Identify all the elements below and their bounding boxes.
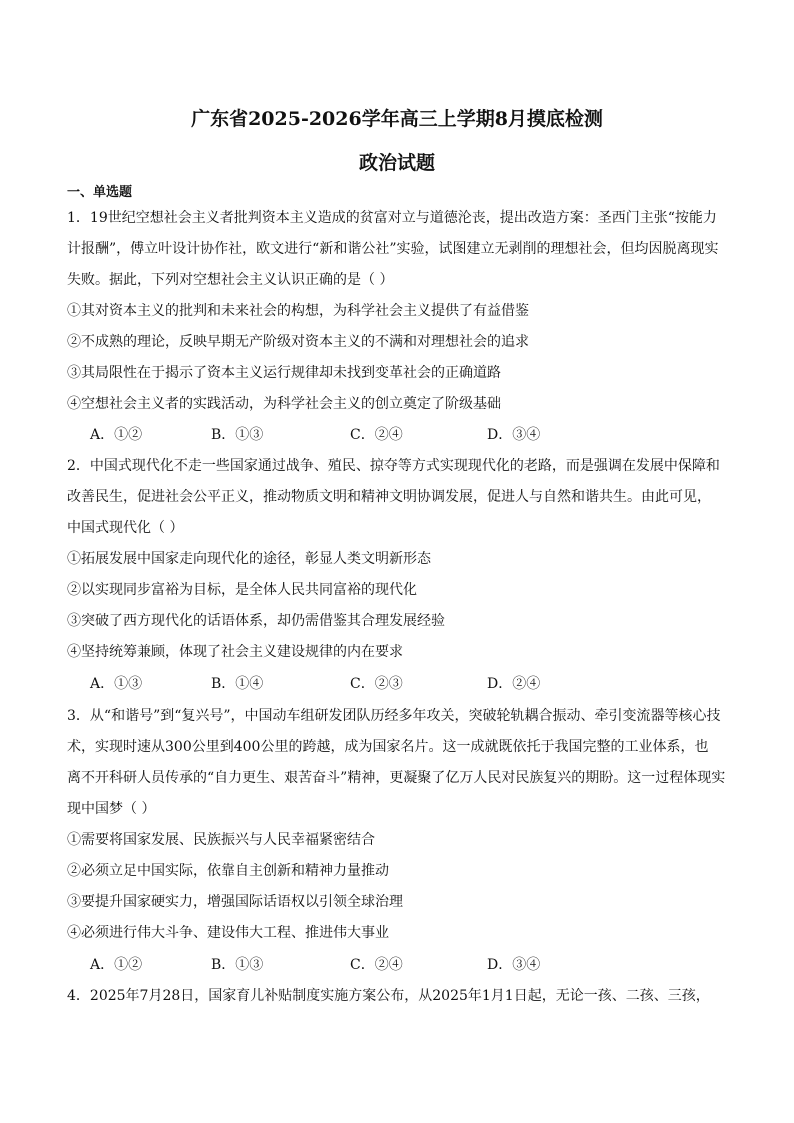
question-1-option-d[interactable]: D．③④ [487, 427, 541, 443]
question-2-stem-line-2: 改善民生，促进社会公平正义，推动物质文明和精神文明协调发展，促进人与自然和谐共生。由此可见， [67, 489, 711, 505]
exam-subtitle: 政治试题 [358, 152, 435, 174]
question-1-statement-2: ②不成熟的理论，反映早期无产阶级对资本主义的不满和对理想社会的追求 [67, 334, 529, 350]
question-1-stem-line-3: 失败。据此，下列对空想社会主义认识正确的是（ ） [67, 272, 394, 288]
question-1-stem-line-1: 1．19世纪空想社会主义者批判资本主义造成的贫富对立与道德沦丧，提出改造方案：圣西门主张“按能力 [67, 210, 717, 226]
question-3-statement-2: ②必须立足中国实际，依靠自主创新和精神力量推动 [67, 863, 389, 879]
question-1-statement-3: ③其局限性在于揭示了资本主义运行规律却未找到变革社会的正确道路 [67, 365, 501, 381]
question-2-option-a[interactable]: A．①③ [90, 676, 143, 692]
exam-title: 广东省2025-2026学年高三上学期8月摸底检测 [191, 108, 603, 130]
question-3-statement-3: ③要提升国家硬实力，增强国际话语权以引领全球治理 [67, 894, 403, 910]
question-3-option-d[interactable]: D．③④ [487, 957, 541, 973]
question-3-statement-4: ④必须进行伟大斗争、建设伟大工程、推进伟大事业 [67, 925, 389, 941]
question-2-stem-line-3: 中国式现代化（ ） [67, 520, 184, 536]
question-3-option-a[interactable]: A．①② [90, 957, 143, 973]
question-2-statement-4: ④坚持统筹兼顾，体现了社会主义建设规律的内在要求 [67, 644, 403, 660]
question-3-stem-line-4: 现中国梦（ ） [67, 801, 156, 817]
question-1-option-b[interactable]: B．①③ [211, 427, 264, 443]
question-1-option-a[interactable]: A．①② [90, 427, 143, 443]
question-2-statement-1: ①拓展发展中国家走向现代化的途径，彰显人类文明新形态 [67, 551, 431, 567]
question-2-statement-3: ③突破了西方现代化的话语体系，却仍需借鉴其合理发展经验 [67, 613, 445, 629]
question-2-option-d[interactable]: D．②④ [487, 676, 541, 692]
question-1-stem-line-2: 计报酬”，傅立叶设计协作社，欧文进行“新和谐公社”实验，试图建立无剥削的理想社会，但均因脱离现实 [67, 241, 719, 257]
question-4-stem-line-1: 4．2025年7月28日，国家育儿补贴制度实施方案公布，从2025年1月1日起，无论一孩、二孩、三孩， [67, 988, 710, 1004]
question-3-option-c[interactable]: C．②④ [350, 957, 403, 973]
question-2-stem-line-1: 2．中国式现代化不走一些国家通过战争、殖民、掠夺等方式实现现代化的老路，而是强调在发展中保障和 [67, 458, 720, 474]
section-heading: 一、单选题 [67, 185, 133, 200]
question-1-statement-4: ④空想社会主义者的实践活动，为科学社会主义的创立奠定了阶级基础 [67, 396, 501, 412]
question-1-statement-1: ①其对资本主义的批判和未来社会的构想，为科学社会主义提供了有益借鉴 [67, 303, 529, 319]
question-2-option-b[interactable]: B．①④ [211, 676, 264, 692]
question-3-stem-line-3: 离不开科研人员传承的“自力更生、艰苦奋斗”精神，更凝聚了亿万人民对民族复兴的期盼。这一过程体现实 [67, 770, 726, 786]
question-1-options [90, 425, 650, 445]
question-2-option-c[interactable]: C．②③ [350, 676, 403, 692]
question-3-statement-1: ①需要将国家发展、民族振兴与人民幸福紧密结合 [67, 832, 375, 848]
question-2-options [90, 674, 650, 694]
question-3-options [90, 955, 650, 975]
question-3-stem-line-1: 3．从“和谐号”到“复兴号”，中国动车组研发团队历经多年攻关，突破轮轨耦合振动、牵引变流器等核心技 [67, 708, 721, 724]
question-3-stem-line-2: 术，实现时速从300公里到400公里的跨越，成为国家名片。这一成就既依托于我国完整的工业体系，也 [67, 739, 709, 755]
question-3-option-b[interactable]: B．①③ [211, 957, 264, 973]
question-1-option-c[interactable]: C．②④ [350, 427, 403, 443]
question-2-statement-2: ②以实现同步富裕为目标，是全体人民共同富裕的现代化 [67, 582, 417, 598]
